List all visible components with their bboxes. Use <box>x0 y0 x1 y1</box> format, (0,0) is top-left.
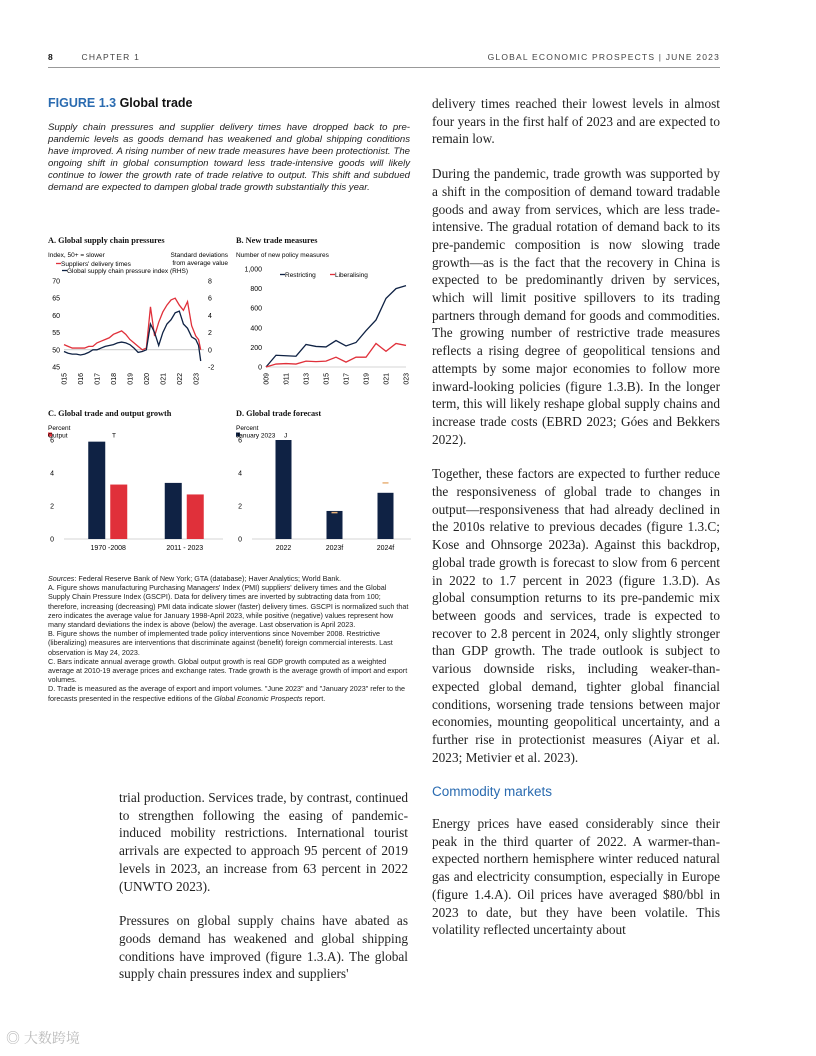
x-tick-label: 2021 <box>160 373 168 385</box>
bar-trade <box>165 483 182 539</box>
y2-tick-label: 0 <box>208 347 212 355</box>
x-tick-label: 2023 <box>193 373 201 385</box>
x-tick-label: 2020 <box>143 373 151 385</box>
x-tick-label: 2017 <box>94 373 102 385</box>
y2-tick-label: -2 <box>208 364 215 372</box>
legend-label: Global supply chain pressure index (RHS) <box>67 268 189 275</box>
x-tick-label: 2022 <box>275 545 292 552</box>
y-axis-label: Index, 50+ = slower <box>48 252 105 259</box>
y-axis-label: Number of new policy measures <box>236 252 329 259</box>
y2-axis-label: Standard deviations <box>170 252 228 259</box>
x-tick-label: 2023f <box>325 545 344 552</box>
paragraph: delivery times reached their lowest levels in almost four years in the first half of 2023 and are expected to remain low. <box>432 96 720 147</box>
sources-label: Sources <box>48 574 75 583</box>
panel-d <box>236 409 416 568</box>
y-tick-label: 2 <box>50 503 54 511</box>
bar-output <box>110 485 127 539</box>
panel-title: C. Global trade and output growth <box>48 409 172 418</box>
paragraph: Together, these factors are expected to further reduce the responsiveness of global trade to changes in output—responsiveness that had already declined in the 2010s relative to previous decades (figure 1.3.C; Kose and Ohnsorge 2023a). Against this backdrop, global trade growth is forecast to slow from 6 percent in 2022 to 1.7 percent in 2023 (figure 1.3.D). As global consumption returns to its pre-pandemic mix between goods and services, trade is expected to recover to 2.8 percent in 2024, only slightly stronger than GDP growth. The trade outlook is subject to various downside risks, including weaker-than-expected global demand, tighter global financial conditions, worsening trade tensions between major economies, mounting geopolitical uncertainty, and a further rise in protectionist measures (Aiyar et al. 2023; Metivier et al. 2023). <box>432 466 720 765</box>
y-tick-label: 65 <box>52 295 60 303</box>
x-tick-label: 2018 <box>110 373 118 385</box>
series-line-restricting <box>266 286 406 367</box>
y2-tick-label: 8 <box>208 278 212 286</box>
x-tick-label: 2013 <box>303 373 311 385</box>
chart-b <box>236 245 416 385</box>
x-tick-label: 2019 <box>127 373 135 385</box>
legend-label: T <box>112 432 116 440</box>
note-d: D. Trade is measured as the average of export and import volumes. "June 2023" and "January 2023" refer to the forecasts presented in the respective editions of the <box>48 684 406 703</box>
y-tick-label: 400 <box>250 325 262 333</box>
note-a: A. Figure shows manufacturing Purchasing Managers' Index (PMI) suppliers' delivery times and the Global Supply Chain Pressure Index (GSCPI). Data for delivery times are inverted by subtracting data from 100; therefore, increasing (decreasing) PMI data indicate slower (faster) delivery times. GSCPI is normalized such that zero indicates the average value for January 1998-April 2023, while positive (negative) values represent how many standard deviations the index is above (below) the average. Last observation is April 2023. <box>48 583 409 630</box>
x-tick-label: 2011 <box>283 373 291 385</box>
bar-trade <box>88 442 105 539</box>
y-tick-label: 55 <box>52 330 60 338</box>
y2-axis-label: from average value <box>172 260 228 267</box>
y-tick-label: 800 <box>250 286 262 294</box>
y-tick-label: 6 <box>50 437 54 445</box>
y2-tick-label: 6 <box>208 295 212 303</box>
page-number: 8 <box>48 52 54 62</box>
series-line-suppliers-delivery-times <box>64 298 201 350</box>
y-axis-label: Percent <box>48 425 71 432</box>
figure-number: FIGURE 1.3 <box>48 96 117 110</box>
y-tick-label: 600 <box>250 305 262 313</box>
y2-tick-label: 2 <box>208 330 212 338</box>
y-tick-label: 0 <box>258 364 262 372</box>
x-tick-label: 2024f <box>376 545 395 552</box>
x-tick-label: 2016 <box>77 373 85 385</box>
legend-label: Liberalising <box>335 272 368 279</box>
right-body-column <box>432 95 720 956</box>
paragraph: trial production. Services trade, by contrast, continued to strengthen following the easing of pandemic-induced mobility restrictions. International tourist arrivals are expected to approach 95 percent of 2019 levels in 2023, an increase from 63 percent in 2022 (UNWTO 2023). <box>119 790 408 894</box>
y-tick-label: 200 <box>250 344 262 352</box>
panel-title: A. Global supply chain pressures <box>48 236 165 245</box>
note-c: C. Bars indicate annual average growth. Global output growth is real GDP growth computed as a weighted average at 2010-19 average prices and exchange rates. Trade growth is the average growth of import and export volumes. <box>48 656 408 685</box>
paragraph: During the pandemic, trade growth was supported by a shift in the composition of demand toward tradable goods and away from services, which are less trade-intensive. The gradual rotation of demand back to its pre-pandemic composition is now slowing trade growth—as is the fact that the recovery in China is expected to be predominantly driven by services, which will limit positive spillovers to its trading partners through demand for goods and commodities. The growing number of restrictive trade measures reflects a rising degree of geopolitical tensions and attempts by some major economies to follow more inward-looking policies (figure 1.3.B). In the longer term, this will likely reshape global supply chains and increase trade costs (EBRD 2023; Góes and Bekkers 2022). <box>432 166 720 447</box>
watermark-logo: ◎ 大数跨境 <box>6 1030 80 1046</box>
publication-title: GLOBAL ECONOMIC PROSPECTS | JUNE 2023 <box>487 52 720 62</box>
x-tick-label: 2011 - 2023 <box>166 545 204 552</box>
x-tick-label: 2015 <box>61 373 69 385</box>
chart-c <box>48 418 228 563</box>
x-tick-label: 2019 <box>363 373 371 385</box>
y-tick-label: 0 <box>238 536 242 544</box>
panel-a <box>48 236 228 390</box>
legend-label: J <box>284 432 288 440</box>
figure-subtitle: Supply chain pressures and supplier delivery times have dropped back to pre-pandemic levels as goods demand has weakened and global shipping conditions have improved. A rising number of new trade measures have been protectionist. The ongoing shift in global consumption toward less trade-intensive goods will likely continue to lower the growth rate of trade relative to output. This shift and subdued demand are expected to dampen global trade growth substantially this year. <box>48 122 410 193</box>
y-tick-label: 0 <box>50 536 54 544</box>
legend-label: January 2023 <box>236 432 276 440</box>
y-tick-label: 50 <box>52 347 60 355</box>
paragraph: Energy prices have eased considerably since their peak in the third quarter of 2022. A warmer-than-expected northern hemisphere winter reduced natural gas and electricity consumption, especially in Europe (figure 1.4.A). Oil prices have averaged $80/bbl in 2023 to date, but they have been volatile. This volatility reflected uncertainty about <box>432 816 720 938</box>
note-d-end: report. <box>302 693 326 703</box>
x-tick-label: 2017 <box>343 373 351 385</box>
chart-a <box>48 245 228 385</box>
y-tick-label: 1,000 <box>244 266 262 274</box>
y-tick-label: 6 <box>238 437 242 445</box>
panel-c <box>48 409 228 568</box>
figure-notes <box>48 574 410 703</box>
sources: : Federal Reserve Bank of New York; GTA (database); Haver Analytics; World Bank. <box>74 574 341 583</box>
y-tick-label: 60 <box>52 312 60 320</box>
panel-title: D. Global trade forecast <box>236 409 322 418</box>
y-axis-label: Percent <box>236 425 259 432</box>
x-tick-label: 1970 -2008 <box>90 545 126 552</box>
figure-1-3 <box>48 96 410 194</box>
chapter-label: CHAPTER 1 <box>81 52 141 62</box>
page-header <box>48 52 720 68</box>
y-tick-label: 4 <box>50 470 54 478</box>
section-heading: Commodity markets <box>432 784 553 800</box>
x-tick-label: 2009 <box>263 373 271 385</box>
y-tick-label: 2 <box>238 503 242 511</box>
bar-output <box>187 494 204 539</box>
figure-title-text: Global trade <box>119 96 193 110</box>
chart-d <box>236 418 416 563</box>
y-tick-label: 70 <box>52 278 60 286</box>
note-b: B. Figure shows the number of implemented trade policy interventions since November 2008. Restrictive (liberalizing) measures are interventions that discriminate against (benefit) foreign commercial interests. Last observation is May 24, 2023. <box>48 629 393 657</box>
x-tick-label: 2022 <box>176 373 184 385</box>
x-tick-label: 2021 <box>383 373 391 385</box>
legend-label: Output <box>48 432 68 440</box>
bar-june-2023 <box>276 440 292 539</box>
bar-june-2023 <box>378 493 394 539</box>
x-tick-label: 2015 <box>323 373 331 385</box>
figure-title <box>48 96 410 110</box>
legend-label: Suppliers' delivery times <box>61 261 131 268</box>
bar-june-2023 <box>327 511 343 539</box>
y-tick-label: 45 <box>52 364 60 372</box>
panel-title: B. New trade measures <box>236 236 318 245</box>
y-tick-label: 4 <box>238 470 242 478</box>
y2-tick-label: 4 <box>208 312 212 320</box>
legend-label: Restricting <box>285 272 316 279</box>
x-tick-label: 2023 <box>403 373 411 385</box>
note-d-italic: Global Economic Prospects <box>214 693 303 703</box>
paragraph: Pressures on global supply chains have abated as goods demand has weakened and global shipping conditions have improved (figure 1.3.A). The global supply chain pressures index and suppliers' <box>119 913 408 982</box>
series-line-global-supply-chain-pressure-index-rhs- <box>64 311 201 361</box>
left-body-column <box>119 789 408 1000</box>
panel-b <box>236 236 416 390</box>
